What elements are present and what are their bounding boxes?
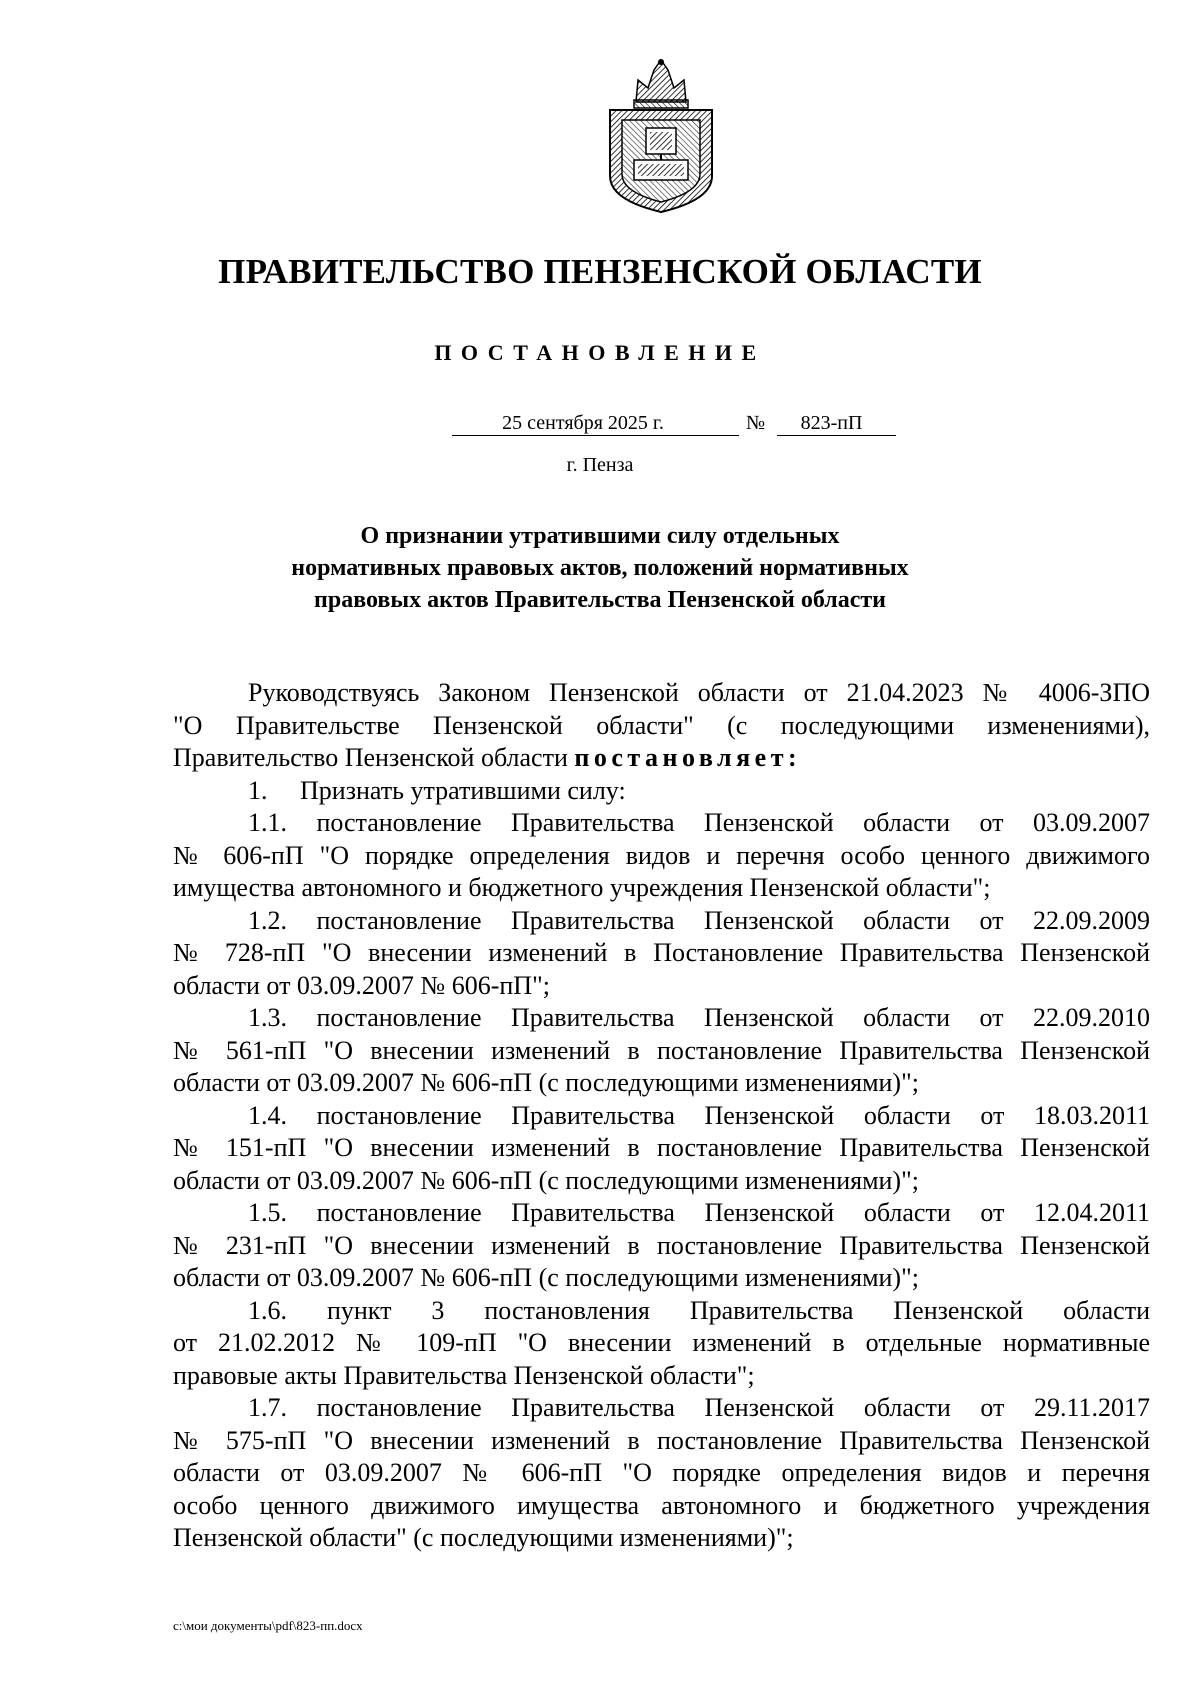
item-line: области от 03.09.2007 № 606-пП (с последующими изменениями)"; xyxy=(173,1263,919,1292)
document-type-title: ПОСТАНОВЛЕНИЕ xyxy=(434,340,766,365)
document-date: 25 сентября 2025 г. xyxy=(452,412,739,436)
item-line: Пензенской области" (с последующими изменениями)"; xyxy=(173,1523,794,1552)
item-line: 1.5. постановление Правительства Пензенской области от 12.04.2011 xyxy=(248,1198,1150,1227)
item-line: 1.3. постановление Правительства Пензенской области от 22.09.2010 xyxy=(248,1003,1150,1032)
item-line: № 575-пП "О внесении изменений в постановление Правительства Пензенской xyxy=(173,1425,1150,1455)
subject-line: О признании утратившими силу отдельных xyxy=(360,523,840,549)
item-line: области от 03.09.2007 № 606-пП (с последующими изменениями)"; xyxy=(173,1165,919,1195)
preamble-last-line xyxy=(173,742,1150,775)
penza-coat-of-arms-icon xyxy=(606,58,716,214)
point-1: 1. Признать утратившими силу: xyxy=(248,775,626,805)
number-sign: № xyxy=(746,412,766,434)
item-line: от 21.02.2012 № 109-пП "О внесении изменений в отдельные нормативные xyxy=(173,1328,1150,1357)
item-line: 1.6. пункт 3 постановления Правительства Пензенской области xyxy=(248,1295,1150,1325)
item-line: особо ценного движимого имущества автономного и бюджетного учреждения xyxy=(173,1490,1150,1520)
item-line: № 151-пП "О внесении изменений в постановление Правительства Пензенской xyxy=(173,1133,1150,1162)
preamble-line: Руководствуясь Законом Пензенской области от 21.04.2023 № 4006-ЗПО xyxy=(248,678,1150,707)
preamble-line: "О Правительстве Пензенской области" (с последующими изменениями), xyxy=(173,710,1150,740)
footer-file-path: c:\мои документы\pdf\823-пп.docx xyxy=(173,1618,363,1633)
document-subject xyxy=(0,520,1200,616)
item-line: правовые акты Правительства Пензенской области"; xyxy=(173,1360,755,1390)
document-city: г. Пенза xyxy=(566,454,634,476)
item-line: 1.7. постановление Правительства Пензенской области от 29.11.2017 xyxy=(248,1393,1150,1422)
item-line: 1.1. постановление Правительства Пензенской области от 03.09.2007 xyxy=(248,808,1150,837)
item-line: области от 03.09.2007 № 606-пП "О порядке определения видов и перечня xyxy=(173,1458,1150,1487)
item-line: № 561-пП "О внесении изменений в постановление Правительства Пензенской xyxy=(173,1035,1150,1065)
preamble-line: Правительство Пензенской области xyxy=(173,743,575,772)
item-line: № 606-пП "О порядке определения видов и перечня особо ценного движимого xyxy=(173,840,1150,870)
item-line: № 231-пП "О внесении изменений в постановление Правительства Пензенской xyxy=(173,1230,1150,1260)
item-line: области от 03.09.2007 № 606-пП (с последующими изменениями)"; xyxy=(173,1068,919,1097)
item-line: 1.4. постановление Правительства Пензенской области от 18.03.2011 xyxy=(248,1100,1150,1130)
decision-word: постановляет: xyxy=(574,743,802,772)
item-line: 1.2. постановление Правительства Пензенской области от 22.09.2009 xyxy=(248,905,1150,935)
item-line: № 728-пП "О внесении изменений в Постановление Правительства Пензенской xyxy=(173,938,1150,967)
document-number: 823-пП xyxy=(777,412,896,436)
item-line: области от 03.09.2007 № 606-пП"; xyxy=(173,970,550,1000)
item-line: имущества автономного и бюджетного учреждения Пензенской области"; xyxy=(173,873,991,902)
document-body xyxy=(173,677,1150,1555)
subject-line: правовых актов Правительства Пензенской области xyxy=(314,587,886,613)
government-name: ПРАВИТЕЛЬСТВО ПЕНЗЕНСКОЙ ОБЛАСТИ xyxy=(218,252,982,291)
subject-line: нормативных правовых актов, положений нормативных xyxy=(291,555,909,581)
